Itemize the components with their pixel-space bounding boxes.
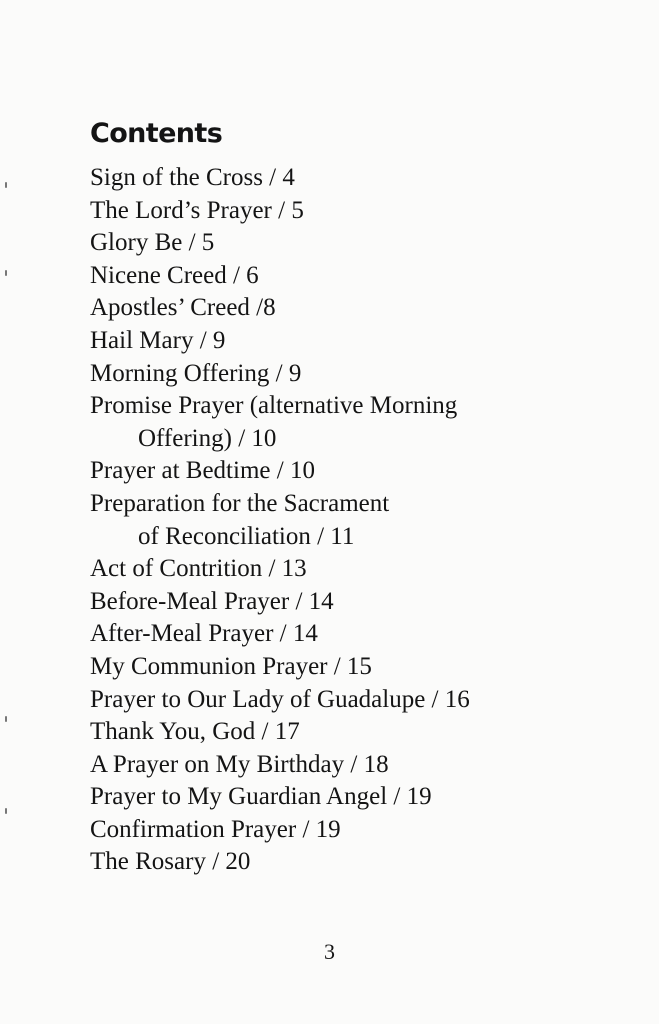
toc-entry bbox=[90, 651, 635, 684]
toc-entry-text: Prayer at Bedtime / 10 bbox=[90, 457, 315, 485]
scan-edge-mark bbox=[5, 270, 7, 276]
toc-entry bbox=[90, 781, 635, 814]
toc-entry bbox=[90, 814, 635, 847]
toc-entry-text: My Communion Prayer / 15 bbox=[90, 652, 372, 680]
toc-entry-text: The Lord’s Prayer / 5 bbox=[90, 196, 304, 224]
toc-entry bbox=[90, 325, 635, 358]
page-number: 3 bbox=[324, 939, 335, 964]
toc-entry-text: Before-Meal Prayer / 14 bbox=[90, 587, 334, 615]
toc-entry bbox=[90, 260, 635, 293]
toc-entry-text: Thank You, God / 17 bbox=[90, 718, 300, 746]
scan-edge-mark bbox=[5, 716, 7, 722]
toc-entry-text: Morning Offering / 9 bbox=[90, 359, 302, 387]
toc-entry bbox=[90, 488, 635, 553]
toc-entry-text: Sign of the Cross / 4 bbox=[90, 164, 295, 191]
table-of-contents bbox=[90, 162, 635, 879]
toc-entry bbox=[90, 162, 635, 195]
toc-entry bbox=[90, 749, 635, 782]
toc-entry bbox=[90, 586, 635, 619]
toc-entry bbox=[90, 618, 635, 651]
toc-entry-continuation: of Reconciliation / 11 bbox=[138, 522, 355, 550]
toc-entry bbox=[90, 390, 635, 455]
toc-entry-text: Preparation for the Sacrament bbox=[90, 489, 390, 517]
toc-entry-text: A Prayer on My Birthday / 18 bbox=[90, 750, 389, 778]
toc-entry bbox=[90, 455, 635, 488]
toc-entry-text: Apostles’ Creed /8 bbox=[90, 294, 276, 322]
toc-entry-text: Nicene Creed / 6 bbox=[90, 261, 259, 289]
toc-entry bbox=[90, 846, 635, 879]
toc-entry-text: Promise Prayer (alternative Morning bbox=[90, 392, 458, 420]
toc-entry bbox=[90, 358, 635, 391]
toc-entry-text: The Rosary / 20 bbox=[90, 848, 251, 876]
toc-entry-text: Prayer to My Guardian Angel / 19 bbox=[90, 783, 432, 811]
toc-entry bbox=[90, 716, 635, 749]
toc-entry-text: Act of Contrition / 13 bbox=[90, 555, 307, 583]
toc-entry bbox=[90, 684, 635, 717]
toc-entry bbox=[90, 292, 635, 325]
scan-edge-mark bbox=[5, 182, 7, 188]
toc-entry bbox=[90, 195, 635, 228]
toc-entry bbox=[90, 553, 635, 586]
toc-entry-text: After-Meal Prayer / 14 bbox=[90, 620, 318, 648]
toc-entry-text: Glory Be / 5 bbox=[90, 229, 215, 257]
toc-entry-text: Prayer to Our Lady of Guadalupe / 16 bbox=[90, 685, 470, 713]
contents-heading: Contents bbox=[90, 118, 223, 149]
toc-entry bbox=[90, 227, 635, 260]
toc-entry-continuation: Offering) / 10 bbox=[138, 424, 277, 452]
toc-entry-text: Hail Mary / 9 bbox=[90, 326, 226, 354]
scan-edge-mark bbox=[5, 808, 7, 814]
toc-entry-text: Confirmation Prayer / 19 bbox=[90, 815, 341, 843]
